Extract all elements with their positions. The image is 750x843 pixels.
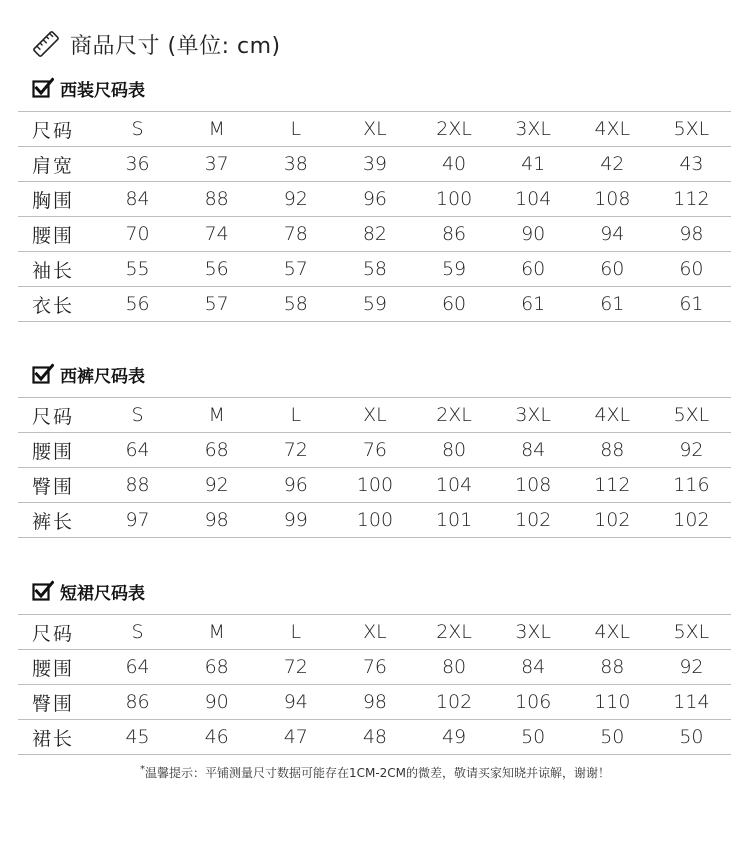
checkbox-icon	[32, 77, 54, 99]
size-value-cell: 60	[600, 258, 625, 280]
size-value-cell: 104	[435, 474, 473, 496]
size-value-cell: 74	[204, 223, 229, 245]
table-row	[18, 468, 731, 503]
size-value-cell: 47	[283, 726, 308, 748]
size-value-cell: 4XL	[594, 404, 631, 426]
size-value-cell: 98	[204, 509, 229, 531]
size-value-cell: 80	[441, 656, 467, 678]
size-value-cell: 88	[125, 474, 150, 496]
size-value-cell: 102	[435, 691, 473, 713]
size-value-cell: 56	[204, 258, 229, 280]
page-header	[32, 26, 281, 62]
table-row	[18, 433, 731, 468]
size-value-cell: 88	[600, 656, 625, 678]
size-value-cell: XL	[363, 118, 387, 140]
row-label-cell: 腰围	[32, 440, 75, 463]
size-value-cell: 50	[521, 726, 546, 748]
table-row	[18, 287, 731, 322]
size-value-cell: 59	[441, 258, 467, 280]
size-value-cell: 92	[679, 439, 704, 461]
size-value-cell: S	[131, 621, 144, 643]
size-value-cell: 5XL	[673, 404, 710, 426]
row-label-cell: 尺码	[32, 119, 75, 142]
size-value-cell: 110	[594, 691, 631, 713]
size-value-cell: 60	[521, 258, 546, 280]
size-value-cell: 56	[125, 293, 150, 315]
page-title: 商品尺寸 (单位: cm)	[70, 33, 281, 59]
row-label-cell: 臀围	[32, 692, 75, 715]
size-value-cell: 72	[283, 439, 308, 461]
size-value-cell: 88	[204, 188, 229, 210]
size-value-cell: 97	[125, 509, 150, 531]
size-value-cell: 46	[204, 726, 229, 748]
row-label-cell: 尺码	[32, 405, 75, 428]
size-value-cell: 76	[362, 439, 388, 461]
size-value-cell: 37	[204, 153, 229, 175]
table-row	[18, 503, 731, 538]
size-value-cell: 50	[679, 726, 704, 748]
row-label-cell: 裤长	[32, 510, 75, 533]
size-value-cell: 72	[283, 656, 308, 678]
table-row	[18, 720, 731, 755]
size-value-cell: 64	[125, 439, 150, 461]
size-table-trousers	[18, 397, 731, 538]
size-value-cell: 70	[125, 223, 150, 245]
table-row	[18, 147, 731, 182]
size-value-cell: L	[290, 621, 302, 643]
row-label-cell: 肩宽	[32, 154, 75, 177]
section-title-label: 短裙尺码表	[60, 583, 145, 604]
row-label-cell: 腰围	[32, 224, 75, 247]
size-value-cell: 64	[125, 656, 150, 678]
size-value-cell: 57	[204, 293, 229, 315]
size-value-cell: 59	[362, 293, 388, 315]
table-row	[18, 650, 731, 685]
size-value-cell: 39	[362, 153, 388, 175]
row-label-cell: 衣长	[32, 294, 75, 317]
size-value-cell: 38	[283, 153, 308, 175]
size-value-cell: 101	[435, 509, 473, 531]
size-value-cell: 98	[362, 691, 388, 713]
row-label-cell: 裙长	[32, 727, 75, 750]
footnote	[0, 764, 750, 781]
table-row	[18, 252, 731, 287]
size-value-cell: 50	[600, 726, 625, 748]
size-value-cell: 40	[441, 153, 467, 175]
size-value-cell: 49	[441, 726, 467, 748]
section-title-suit	[32, 76, 145, 100]
row-label-cell: 尺码	[32, 622, 75, 645]
size-value-cell: 90	[204, 691, 229, 713]
size-value-cell: L	[290, 118, 302, 140]
size-table-skirt	[18, 614, 731, 755]
ruler-icon	[32, 30, 60, 58]
size-value-cell: 92	[204, 474, 229, 496]
size-value-cell: 42	[600, 153, 625, 175]
size-value-cell: 57	[283, 258, 308, 280]
size-value-cell: 60	[441, 293, 467, 315]
size-value-cell: 61	[679, 293, 704, 315]
size-value-cell: 86	[441, 223, 467, 245]
row-label-cell: 胸围	[32, 189, 75, 212]
size-value-cell: 3XL	[515, 118, 552, 140]
size-value-cell: 3XL	[515, 621, 552, 643]
section-title-trousers	[32, 362, 145, 386]
size-table-suit	[18, 111, 731, 322]
size-value-cell: 104	[515, 188, 552, 210]
size-value-cell: 55	[125, 258, 150, 280]
size-value-cell: 100	[356, 474, 394, 496]
size-value-cell: 58	[283, 293, 308, 315]
size-value-cell: 102	[673, 509, 710, 531]
size-value-cell: 102	[515, 509, 552, 531]
row-label-cell: 腰围	[32, 657, 75, 680]
size-value-cell: 80	[441, 439, 467, 461]
size-value-cell: M	[208, 621, 225, 643]
size-value-cell: 2XL	[436, 404, 472, 426]
size-value-cell: 108	[594, 188, 631, 210]
size-value-cell: 102	[594, 509, 631, 531]
size-value-cell: 112	[594, 474, 631, 496]
size-value-cell: 60	[679, 258, 704, 280]
size-value-cell: M	[208, 404, 225, 426]
footnote-text: 温馨提示：平铺测量尺寸数据可能存在1CM-2CM的微差，敬请买家知晓并谅解，谢谢！	[144, 766, 611, 780]
size-value-cell: 84	[521, 656, 546, 678]
section-title-skirt	[32, 579, 145, 603]
row-label-cell: 袖长	[32, 259, 75, 282]
size-value-cell: 36	[125, 153, 150, 175]
size-value-cell: 68	[204, 439, 229, 461]
size-value-cell: 5XL	[673, 621, 710, 643]
size-value-cell: 90	[521, 223, 546, 245]
size-value-cell: 100	[356, 509, 394, 531]
table-row	[18, 182, 731, 217]
section-title-label: 西装尺码表	[60, 80, 145, 101]
size-value-cell: 84	[521, 439, 546, 461]
size-value-cell: 82	[362, 223, 388, 245]
size-value-cell: 112	[673, 188, 710, 210]
checkbox-icon	[32, 580, 54, 602]
size-value-cell: 94	[283, 691, 308, 713]
size-value-cell: 2XL	[436, 118, 472, 140]
size-value-cell: 78	[283, 223, 308, 245]
size-value-cell: 68	[204, 656, 229, 678]
size-value-cell: 61	[521, 293, 546, 315]
size-value-cell: XL	[363, 621, 387, 643]
size-value-cell: 45	[125, 726, 150, 748]
size-value-cell: 86	[125, 691, 150, 713]
size-value-cell: 76	[362, 656, 388, 678]
size-value-cell: 92	[679, 656, 704, 678]
size-value-cell: 96	[362, 188, 388, 210]
footnote-mark: *	[139, 764, 145, 775]
size-value-cell: 116	[673, 474, 710, 496]
size-value-cell: 108	[515, 474, 552, 496]
size-value-cell: XL	[363, 404, 387, 426]
size-value-cell: 99	[283, 509, 308, 531]
size-value-cell: M	[208, 118, 225, 140]
size-value-cell: 58	[362, 258, 388, 280]
size-value-cell: 84	[125, 188, 150, 210]
size-value-cell: 96	[283, 474, 308, 496]
table-header-row	[18, 112, 731, 147]
size-value-cell: 3XL	[515, 404, 552, 426]
size-value-cell: L	[290, 404, 302, 426]
table-row	[18, 217, 731, 252]
row-label-cell: 臀围	[32, 475, 75, 498]
table-row	[18, 685, 731, 720]
size-value-cell: 98	[679, 223, 704, 245]
checkbox-icon	[32, 363, 54, 385]
section-title-label: 西裤尺码表	[60, 366, 145, 387]
size-value-cell: 106	[515, 691, 552, 713]
size-value-cell: 61	[600, 293, 625, 315]
size-value-cell: 43	[679, 153, 704, 175]
size-value-cell: 100	[435, 188, 473, 210]
size-value-cell: S	[131, 404, 144, 426]
table-header-row	[18, 398, 731, 433]
size-value-cell: 41	[521, 153, 546, 175]
size-value-cell: 4XL	[594, 118, 631, 140]
size-value-cell: 5XL	[673, 118, 710, 140]
size-value-cell: 4XL	[594, 621, 631, 643]
size-value-cell: 88	[600, 439, 625, 461]
size-value-cell: 94	[600, 223, 625, 245]
table-header-row	[18, 615, 731, 650]
size-value-cell: S	[131, 118, 144, 140]
size-value-cell: 2XL	[436, 621, 472, 643]
size-value-cell: 48	[362, 726, 388, 748]
size-value-cell: 114	[673, 691, 710, 713]
size-value-cell: 92	[283, 188, 308, 210]
